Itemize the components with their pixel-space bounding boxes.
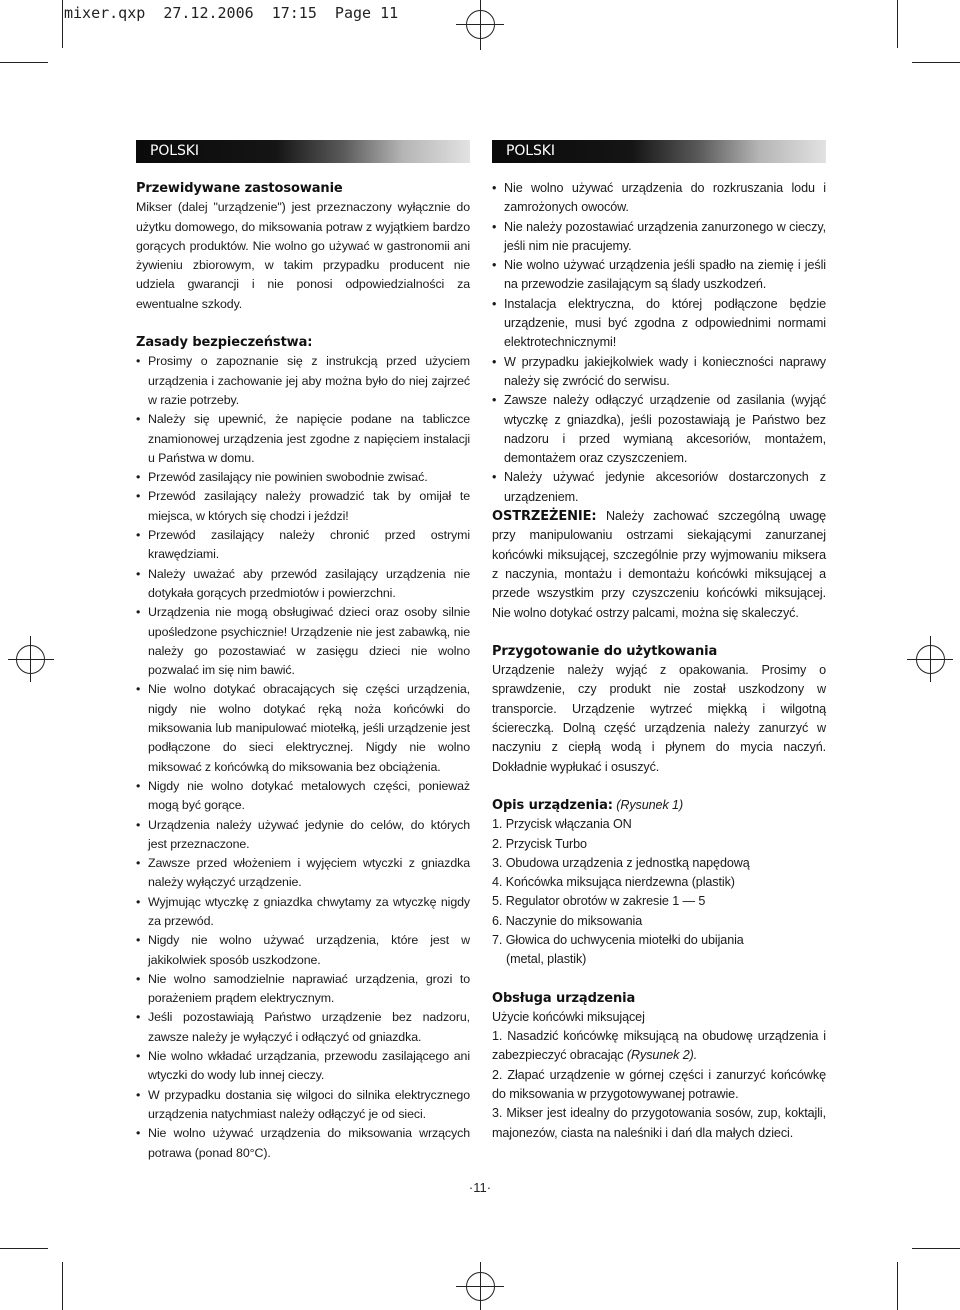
registration-circle-right (916, 645, 945, 674)
operation-step: 3. Mikser jest idealny do przygotowania sosów, zup, koktajli, majonezów, ciasta na naleśniki i dań dla małych dzieci. (492, 1106, 826, 1140)
crop-mark-top-right-h (912, 62, 960, 63)
safety-item: • Nie wolno używać urządzenia do miksowania wrzących potrawa (ponad 80°C). (136, 1124, 470, 1163)
safety-heading: Zasady bezpieczeństwa: (136, 335, 313, 351)
part-item: 2. Przycisk Turbo (492, 836, 587, 851)
language-banner (136, 140, 470, 163)
safety-list-continued (492, 179, 826, 507)
crop-mark-bottom-right-v (897, 1262, 898, 1310)
safety-item: • Przewód zasilający należy chronić przed ostrymi krawędziami. (136, 526, 470, 565)
safety-item: • Prosimy o zapoznanie się z instrukcją przed użyciem urządzenia i zachowanie jej aby można było do niej zajrzeć w razie potrzeby. (136, 352, 470, 410)
safety-item: • Przewód zasilający należy prowadzić tak by omijał te miejsca, w których się chodzi i jeździ! (136, 487, 470, 526)
intended-use-heading: Przewidywane zastosowanie (136, 181, 343, 196)
crop-mark-top-left-h (0, 62, 48, 63)
operation-step: 2. Złapać urządzenie w górnej części i zanurzyć końcówkę do miksowania w przygotowywanej potrawie. (492, 1067, 826, 1102)
safety-item: • Nie wolno używać urządzenia do rozkruszania lodu i zamrożonych owoców. (492, 179, 826, 218)
page-number: ·11· (468, 1180, 492, 1195)
registration-circle-bottom (466, 1272, 495, 1301)
file-slug: mixer.qxp 27.12.2006 17:15 Page 11 (64, 4, 399, 22)
language-label: POLSKI (150, 143, 199, 159)
part-item: 3. Obudowa urządzenia z jednostką napędową (492, 855, 750, 870)
part-item: 7. Głowica do uchwycenia miotełki do ubijania (492, 932, 744, 947)
part-item: 4. Końcówka miksująca nierdzewna (plastik) (492, 875, 735, 890)
part-item: 5. Regulator obrotów w zakresie 1 — 5 (492, 894, 706, 909)
part-item-continued: (metal, plastik) (506, 952, 587, 967)
safety-item: • Urządzenia należy używać jedynie do celów, do których jest przeznaczone. (136, 816, 470, 855)
description-figure-ref: (Rysunek 1) (612, 797, 684, 812)
crop-mark-bottom-left-v (62, 1262, 63, 1310)
safety-item: • Należy uważać aby przewód zasilający urządzenia nie dotykała gorących przedmiotów i powierzchni. (136, 565, 470, 604)
safety-item: • Należy się upewnić, że napięcie podane na tabliczce znamionowej urządzenia jest zgodne z napięciem instalacji u Państwa w domu. (136, 410, 470, 468)
warning-text: Należy zachować szczególną uwagę przy manipulowaniu ostrzami siekającymi zanurzanej końcówki miksującej, szczególnie przy wyjmowaniu miksera z naczynia, montażu i demontażu końcówki miksującej a przede wszystkim przy czyszczeniu końcówki miksującej. Nie wolno dotykać ostrzy palcami, można się skaleczyć. (492, 509, 826, 620)
operation-figure-ref: (Rysunek 2). (626, 1048, 698, 1063)
safety-list (136, 352, 470, 1162)
safety-item: • Nie wolno używać urządzenia jeśli spadło na ziemię i jeśli na przewodzie zasilającym są ślady uszkodzeń. (492, 256, 826, 295)
safety-item: • Należy używać jedynie akcesoriów dostarczonych z urządzeniem. (492, 468, 826, 507)
safety-item: • Nigdy nie wolno używać urządzenia, które jest w jakikolwiek sposób uszkodzone. (136, 931, 470, 970)
safety-item: • W przypadku dostania się wilgoci do silnika elektrycznego urządzenia natychmiast należy odłączyć je od sieci. (136, 1086, 470, 1125)
operation-subheading: Użycie końcówki miksującej (492, 1009, 645, 1024)
left-column (136, 140, 470, 1163)
warning-label: OSTRZEŻENIE: (492, 509, 597, 525)
description-heading (492, 796, 826, 815)
language-label: POLSKI (506, 143, 555, 159)
safety-item: • Zawsze należy odłączyć urządzenie od zasilania (wyjąć wtyczkę z gniazdka), jeśli pozostawiają je Państwo bez nadzoru i przed wymianą akcesoriów, montażem, demontażem oraz czyszczeniem. (492, 391, 826, 468)
intended-use-text: Mikser (dalej "urządzenie") jest przeznaczony wyłącznie do użytku domowego, do miksowania potraw z wyjątkiem bardzo gorących produktów. Nie wolno go używać w gastronomii ani żywieniu zbiorowym, w takim przypadku producent nie udziela gwarancji i nie ponosi odpowiedzialności za ewentualne szkody. (136, 200, 470, 311)
safety-item: • Urządzenia nie mogą obsługiwać dzieci oraz osoby silnie upośledzone psychicznie! Urządzenie nie jest zabawką, nie należy go pozostawiać w zasięgu dzieci nie wolno pozwalać im się nim bawić. (136, 603, 470, 680)
safety-item: • Nie wolno dotykać obracających się części urządzenia, nigdy nie wolno dotykać ręką noża końcówki do miksowania lub manipulować miotełką, jeśli urządzenie jest podłączone do sieci elektrycznej. Nigdy nie wolno miksować z końcówką do miksowania bez obciążenia. (136, 680, 470, 776)
prep-text: Urządzenie należy wyjąć z opakowania. Prosimy o sprawdzenie, czy produkt nie został uszkodzony w transporcie. Urządzenie wytrzeć miękką i wilgotną ściereczką. Dolną część urządzenia należy zanurzyć w naczyniu z ciepłą wodą i płynem do mycia naczyń. Dokładnie wypłukać i osuszyć. (492, 663, 826, 774)
prep-heading: Przygotowanie do użytkowania (492, 643, 718, 659)
registration-circle-top (466, 10, 495, 39)
crop-mark-bottom-right-h (912, 1248, 960, 1249)
safety-item: • Jeśli pozostawiają Państwo urządzenie bez nadzoru, zawsze należy je wyłączyć i odłączyć od gniazdka. (136, 1008, 470, 1047)
parts-list (492, 815, 826, 969)
language-banner (492, 140, 826, 163)
crop-mark-top-right-v (897, 0, 898, 48)
registration-circle-left (16, 645, 45, 674)
operation-step (492, 1027, 826, 1066)
safety-item: • Nie należy pozostawiać urządzenia zanurzonego w cieczy, jeśli nim nie pracujemy. (492, 218, 826, 257)
safety-item: • Nie wolno samodzielnie naprawiać urządzenia, grozi to porażeniem prądem elektrycznym. (136, 970, 470, 1009)
part-item: 1. Przycisk włączania ON (492, 817, 632, 832)
crop-mark-top-left-v (62, 0, 63, 48)
right-column (492, 140, 826, 1143)
safety-item: • Wyjmując wtyczkę z gniazdka chwytamy za wtyczkę nigdy za przewód. (136, 893, 470, 932)
crop-mark-bottom-left-h (0, 1248, 48, 1249)
safety-item: • Nie wolno wkładać urządzania, przewodu zasilającego ani wtyczki do wody lub innej cieczy. (136, 1047, 470, 1086)
operation-heading: Obsługa urządzenia (492, 990, 636, 1006)
safety-item: • Przewód zasilający nie powinien swobodnie zwisać. (136, 468, 470, 487)
safety-item: • Instalacja elektryczna, do której podłączone będzie urządzenie, musi być zgodna z odpowiednimi normami elektrotechnicznymi! (492, 295, 826, 353)
warning-paragraph (492, 507, 826, 623)
description-title: Opis urządzenia: (492, 797, 613, 813)
part-item: 6. Naczynie do miksowania (492, 913, 643, 928)
safety-item: • W przypadku jakiejkolwiek wady i konieczności naprawy należy się zwrócić do serwisu. (492, 353, 826, 392)
safety-item: • Nigdy nie wolno dotykać metalowych części, ponieważ mogą być gorące. (136, 777, 470, 816)
operation-step-text: 1. Nasadzić końcówkę miksującą na obudowę urządzenia i zabezpieczyć obracając (492, 1029, 826, 1063)
safety-item: • Zawsze przed włożeniem i wyjęciem wtyczki z gniazdka należy wyłączyć urządzenie. (136, 854, 470, 893)
